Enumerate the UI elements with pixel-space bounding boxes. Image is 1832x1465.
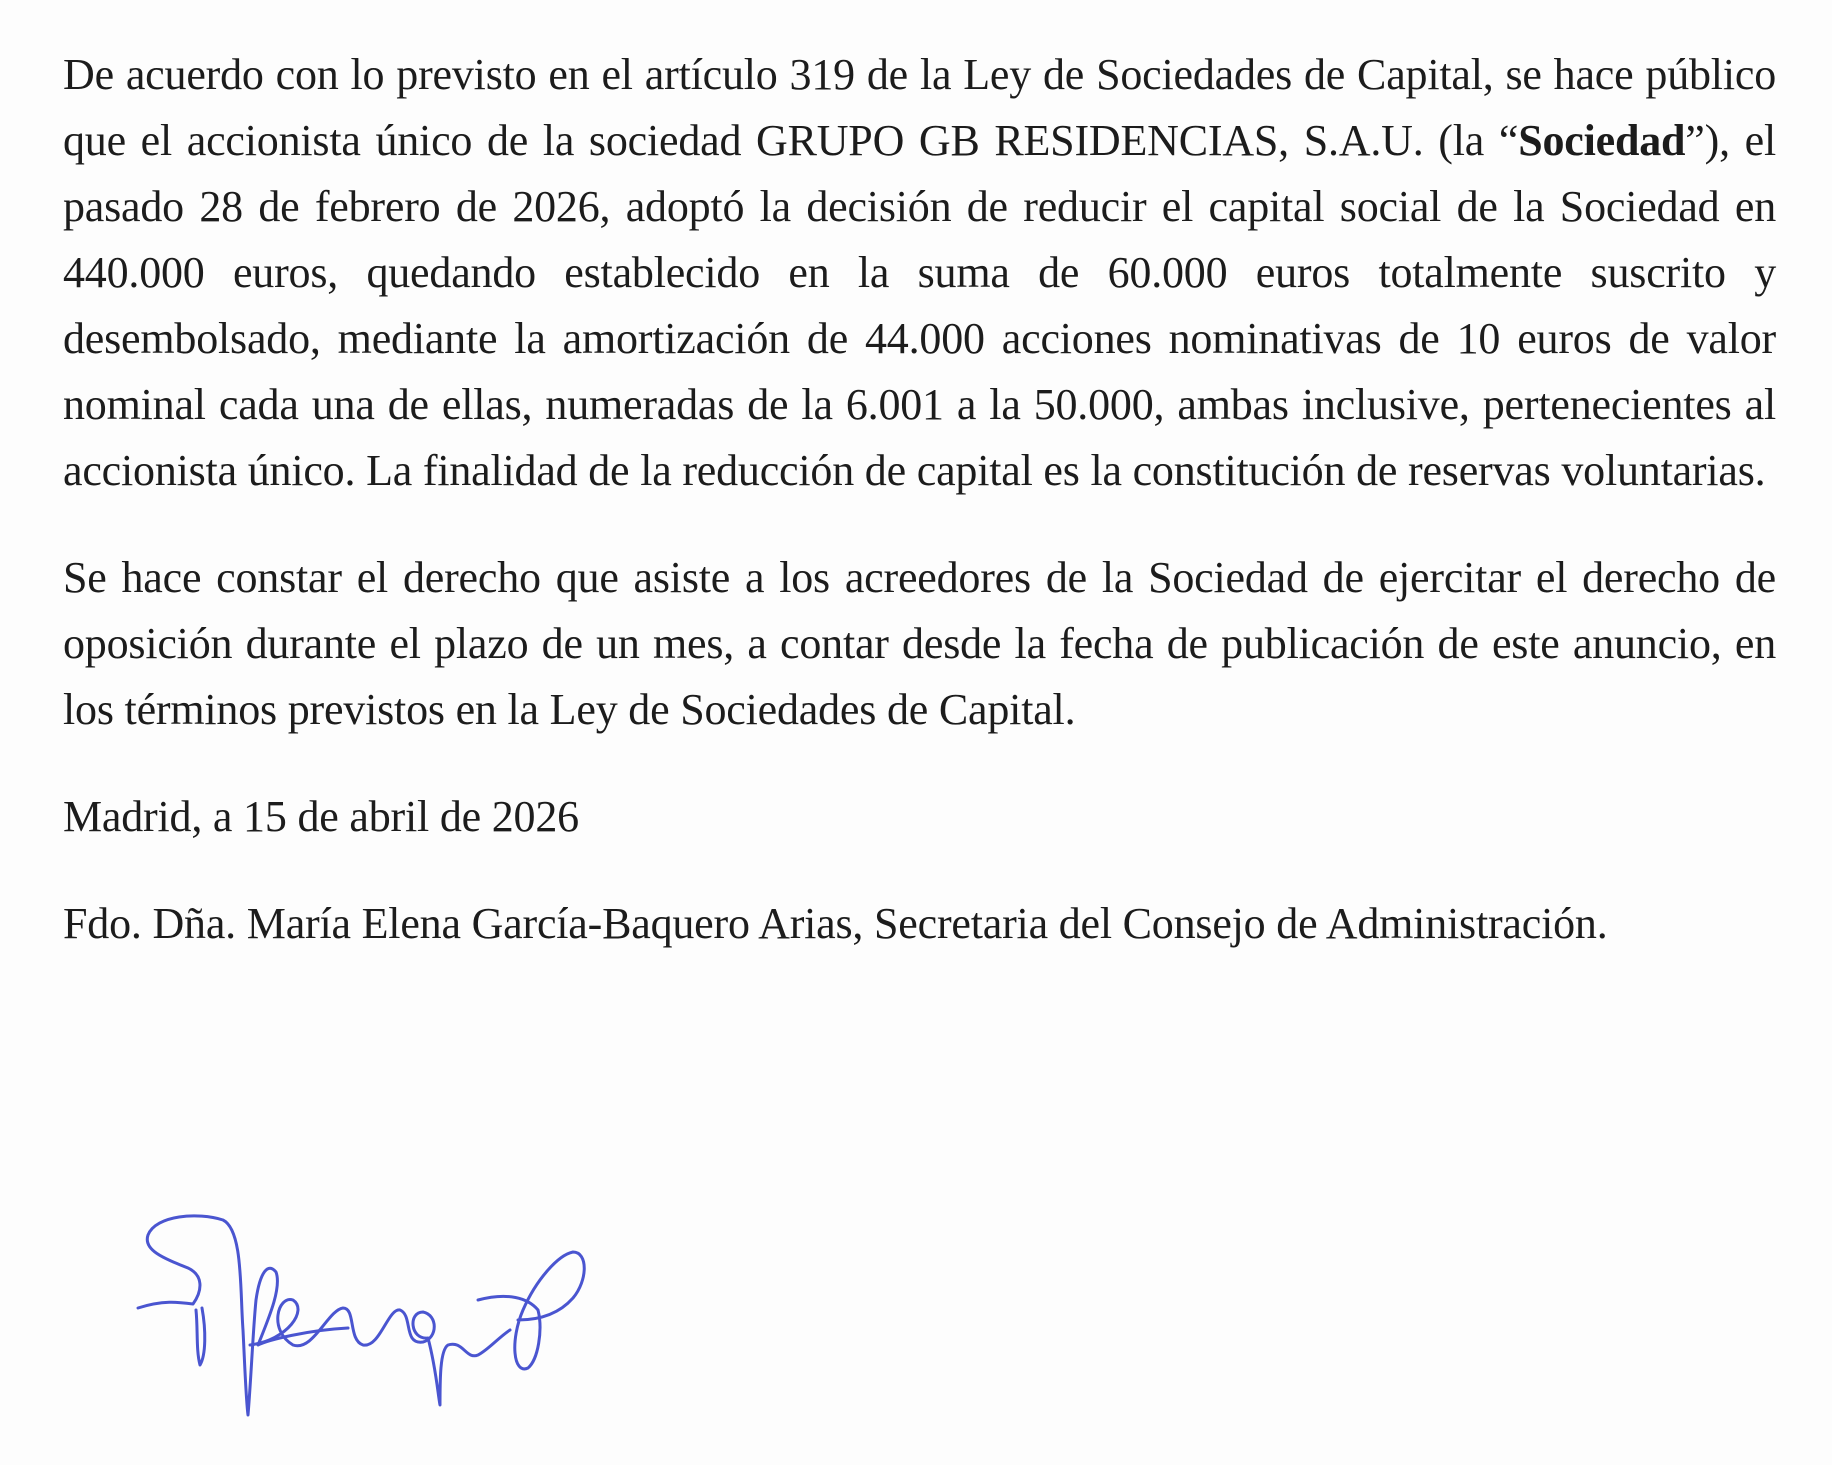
- announcement-paragraph: [63, 42, 1776, 504]
- legal-notice-document: [63, 42, 1776, 998]
- announcement-text-end: ”), el pasado 28 de febrero de 2026, adoptó la decisión de reducir el capital social de la Sociedad en 440.000 euros, quedando establecido en la suma de 60.000 euros totalmente suscrito y desembolsado, mediante la amortización de 44.000 acciones nominativas de 10 euros de valor nominal cada una de ellas, numeradas de la 6.001 a la 50.000, ambas inclusive, pertenecientes al accionista único. La finalidad de la reducción de capital es la constitución de reservas voluntarias.: [63, 116, 1776, 495]
- place-date: Madrid, a 15 de abril de 2026: [63, 792, 579, 841]
- announcement-text-start: De acuerdo con lo previsto en el artículo 319 de la Ley de Sociedades de Capital, se hace público que el accionista único de la sociedad GRUPO GB RESIDENCIAS, S.A.U. (la “: [63, 50, 1776, 165]
- creditors-right-paragraph: Se hace constar el derecho que asiste a los acreedores de la Sociedad de ejercitar el derecho de oposición durante el plazo de un mes, a contar desde la fecha de publicación de este anuncio, en los términos previstos en la Ley de Sociedades de Capital.: [63, 553, 1776, 734]
- defined-term-sociedad: Sociedad: [1518, 116, 1686, 165]
- signatory-line: Fdo. Dña. María Elena García-Baquero Arias, Secretaria del Consejo de Administración.: [63, 899, 1608, 948]
- handwritten-signature-icon: [118, 1180, 698, 1420]
